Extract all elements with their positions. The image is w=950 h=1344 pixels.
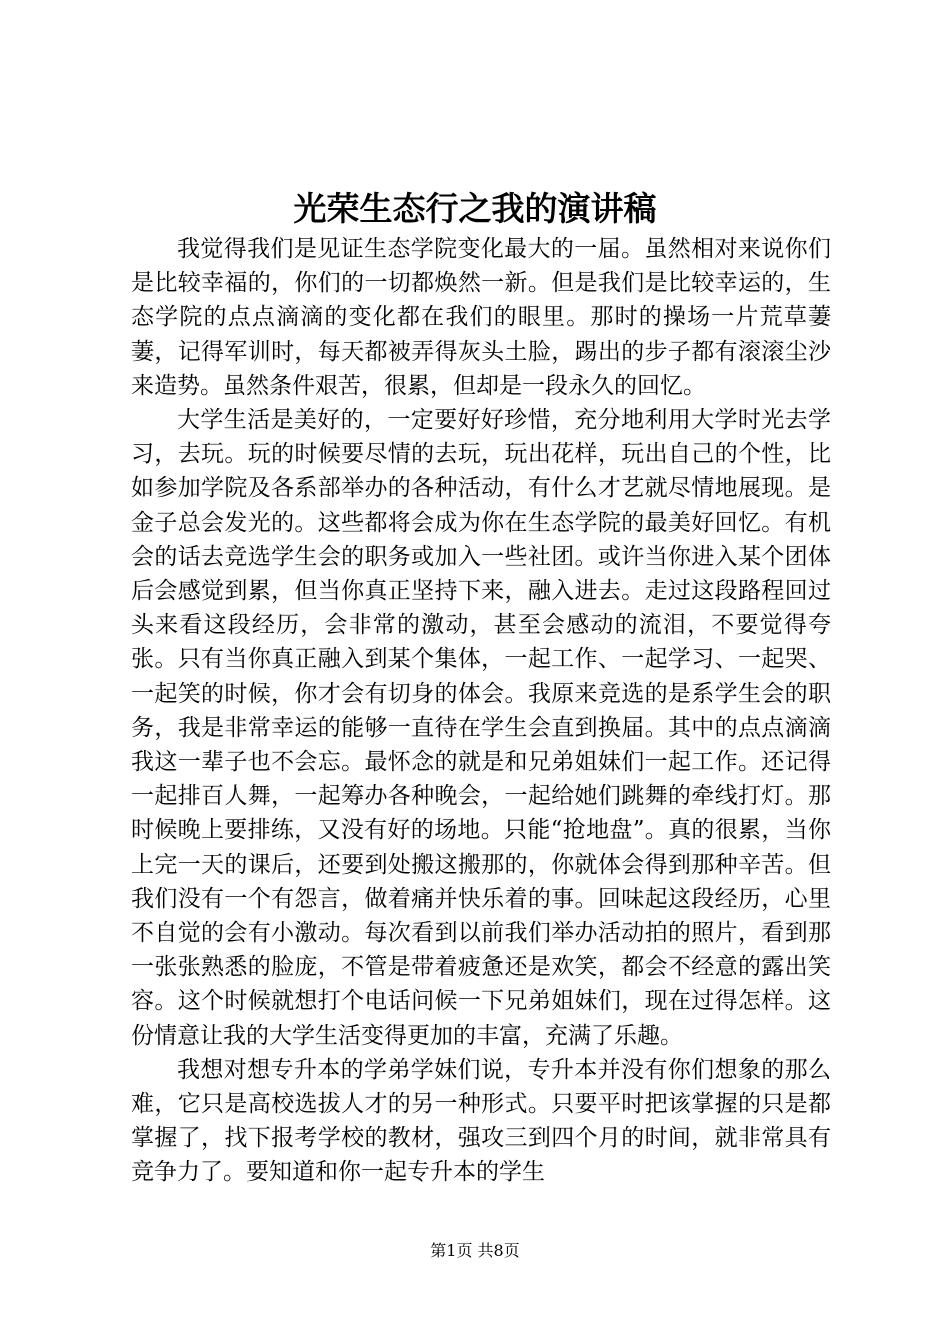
paragraph: 我想对想专升本的学弟学妹们说，专升本并没有你们想象的那么难，它只是高校选拔人才的另一种形式。只要平时把该掌握的只是都掌握了，找下报考学校的教材，强攻三到四个月的时间，就非常具有竞争力了。要知道和你一起专升本的学生: [131, 1056, 831, 1186]
paragraph: 我觉得我们是见证生态学院变化最大的一届。虽然相对来说你们是比较幸福的，你们的一切都焕然一新。但是我们是比较幸运的，生态学院的点点滴滴的变化都在我们的眼里。那时的操场一片荒草萋萋，记得军训时，每天都被弄得灰头土脸，踢出的步子都有滚滚尘沙来造势。虽然条件艰苦，很累，但却是一段永久的回忆。: [131, 236, 831, 399]
paragraph: 大学生活是美好的，一定要好好珍惜，充分地利用大学时光去学习，去玩。玩的时候要尽情的去玩，玩出花样，玩出自己的个性，比如参加学院及各系部举办的各种活动，有什么才艺就尽情地展现。是金子总会发光的。这些都将会成为你在生态学院的最美好回忆。有机会的话去竞选学生会的职务或加入一些社团。或许当你进入某个团体后会感觉到累，但当你真正坚持下来，融入进去。走过这段路程回过头来看这段经历，会非常的激动，甚至会感动的流泪，不要觉得夸张。只有当你真正融入到某个集体，一起工作、一起学习、一起哭、一起笑的时候，你才会有切身的体会。我原来竞选的是系学生会的职务，我是非常幸运的能够一直待在学生会直到换届。其中的点点滴滴我这一辈子也不会忘。最怀念的就是和兄弟姐妹们一起工作。还记得一起排百人舞，一起筹办各种晚会，一起给她们跳舞的牵线打灯。那时候晚上要排练，又没有好的场地。只能“抢地盘”。真的很累，当你上完一天的课后，还要到处搬这搬那的，你就体会得到那种辛苦。但我们没有一个有怨言，做着痛并快乐着的事。回味起这段经历，心里不自觉的会有小激动。每次看到以前我们举办活动拍的照片，看到那一张张熟悉的脸庞，不管是带着疲惫还是欢笑，都会不经意的露出笑容。这个时候就想打个电话问候一下兄弟姐妹们，现在过得怎样。这份情意让我的大学生活变得更加的丰富，充满了乐趣。: [131, 407, 831, 1049]
page-footer: 第1页 共8页: [430, 1241, 520, 1260]
document-body: [131, 232, 831, 1190]
document-title: 光荣生态行之我的演讲稿: [293, 189, 657, 228]
